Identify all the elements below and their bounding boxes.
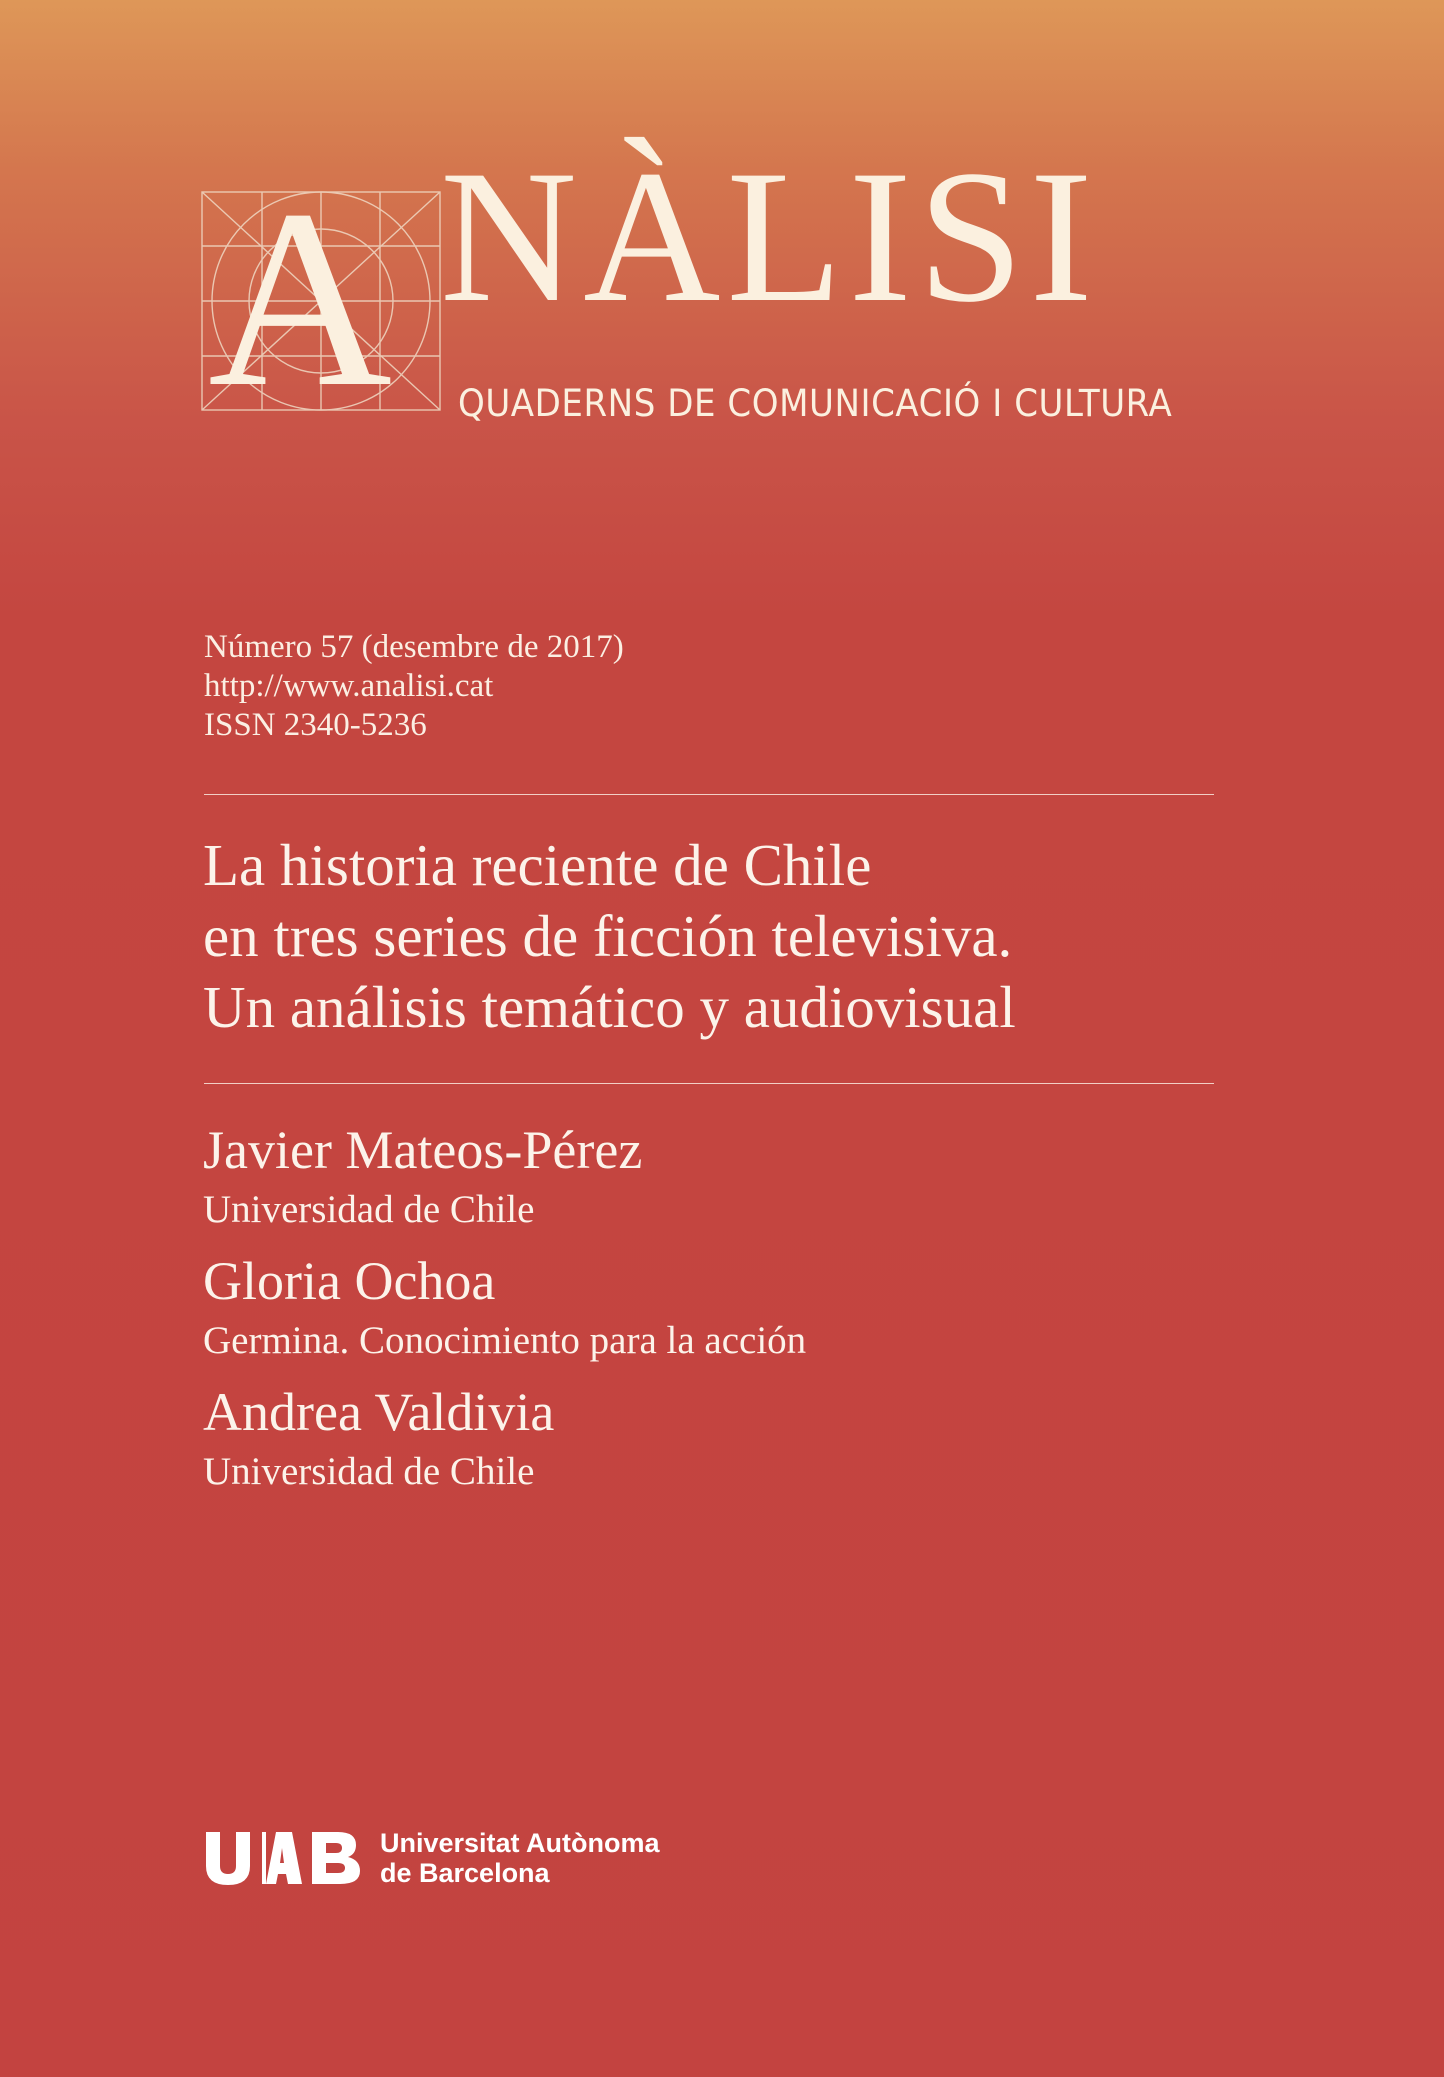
author-list [203,1118,806,1511]
article-title [203,830,1016,1043]
author-affiliation: Germina. Conocimiento para la acción [203,1319,807,1362]
journal-subtitle: QUADERNS DE COMUNICACIÓ I CULTURA [458,382,1173,425]
issue-number: Número 57 (desembre de 2017) [204,629,624,665]
author-affiliation: Universidad de Chile [203,1450,535,1493]
author-name: Gloria Ochoa [203,1251,496,1311]
author-name: Andrea Valdivia [203,1382,555,1442]
divider-bottom [204,1083,1214,1084]
publisher-name-line: Universitat Autònoma [380,1828,660,1858]
publisher-name-line: de Barcelona [380,1858,550,1888]
journal-masthead [200,132,1210,440]
journal-title: NÀLISI [440,132,1099,342]
publisher-logo [204,1828,660,1888]
author-entry [203,1249,806,1368]
uab-logo-icon [204,1830,362,1886]
divider-top [204,794,1214,795]
article-title-line: La historia reciente de Chile [203,832,872,898]
logo-letter-a: A [208,158,393,440]
journal-logo-a-emblem [200,158,445,440]
journal-issn: ISSN 2340-5236 [204,707,427,743]
publisher-name [380,1828,660,1888]
author-entry [203,1380,806,1499]
journal-url: http://www.analisi.cat [204,668,494,704]
author-entry [203,1118,806,1237]
author-name: Javier Mateos-Pérez [203,1120,643,1180]
article-title-line: en tres series de ficción televisiva. [203,903,1013,969]
article-title-line: Un análisis temático y audiovisual [203,974,1016,1040]
issue-info [204,628,624,745]
author-affiliation: Universidad de Chile [203,1188,535,1231]
